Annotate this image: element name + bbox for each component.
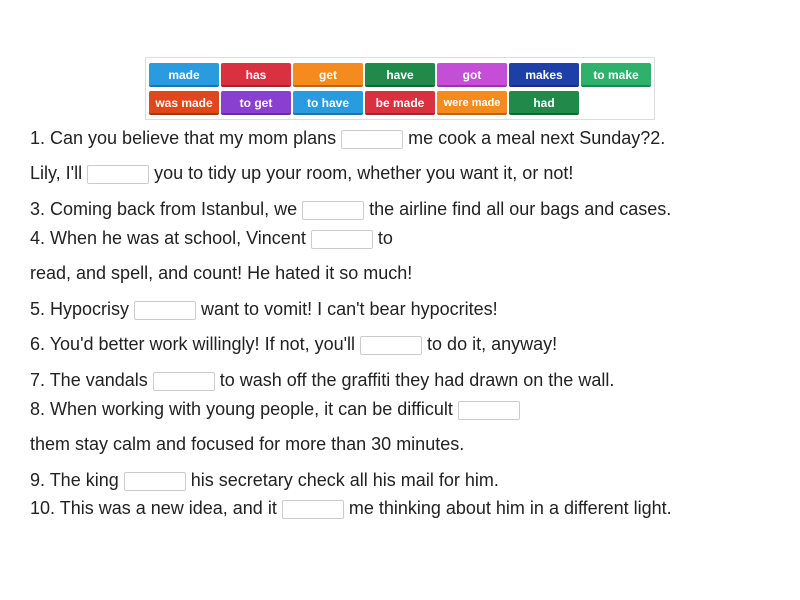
sentence-text: 7. The vandals xyxy=(30,370,148,390)
answer-slot-10[interactable] xyxy=(282,500,344,519)
answer-slot-6[interactable] xyxy=(360,336,422,355)
sentence-line-1 xyxy=(30,127,665,149)
sentence-line-3 xyxy=(30,198,671,220)
sentence-text: 3. Coming back from Istanbul, we xyxy=(30,199,298,219)
answer-slot-2[interactable] xyxy=(87,165,149,184)
word-tile-has[interactable]: has xyxy=(221,63,291,87)
sentence-text: 5. Hypocrisy xyxy=(30,299,130,319)
sentence-line-8 xyxy=(30,369,614,391)
word-tile-to-make[interactable]: to make xyxy=(581,63,651,87)
answer-slot-9[interactable] xyxy=(124,472,186,491)
sentence-text: want to vomit! I can't bear hypocrites! xyxy=(201,299,498,319)
sentence-line-6 xyxy=(30,298,498,320)
sentence-line-4 xyxy=(30,227,393,249)
sentence-text: them stay calm and focused for more than 30 minutes. xyxy=(30,434,465,454)
sentence-text: Lily, I'll xyxy=(30,163,83,183)
sentence-line-10 xyxy=(30,433,464,455)
word-bank xyxy=(145,57,655,120)
sentence-text: 10. This was a new idea, and it xyxy=(30,498,277,518)
word-tile-had[interactable]: had xyxy=(509,91,579,115)
sentence-text: 8. When working with young people, it can be difficult xyxy=(30,399,453,419)
sentence-text: his secretary check all his mail for him. xyxy=(190,470,499,490)
sentence-text: to xyxy=(377,228,393,248)
sentence-text: the airline find all our bags and cases. xyxy=(369,199,672,219)
word-tile-be-made[interactable]: be made xyxy=(365,91,435,115)
sentence-line-7 xyxy=(30,333,557,355)
word-tile-to-have[interactable]: to have xyxy=(293,91,363,115)
answer-slot-4[interactable] xyxy=(311,230,373,249)
sentence-text: 4. When he was at school, Vincent xyxy=(30,228,306,248)
sentence-line-9 xyxy=(30,398,525,420)
word-tile-makes[interactable]: makes xyxy=(509,63,579,87)
sentence-text: to wash off the graffiti they had drawn on the wall. xyxy=(219,370,615,390)
answer-slot-5[interactable] xyxy=(134,301,196,320)
sentence-line-2 xyxy=(30,162,573,184)
word-tile-got[interactable]: got xyxy=(437,63,507,87)
sentence-text: read, and spell, and count! He hated it so much! xyxy=(30,263,413,283)
sentence-text: me thinking about him in a different light. xyxy=(348,498,672,518)
word-tile-to-get[interactable]: to get xyxy=(221,91,291,115)
word-tile-get[interactable]: get xyxy=(293,63,363,87)
sentence-text: 9. The king xyxy=(30,470,119,490)
sentence-text: 6. You'd better work willingly! If not, you'll xyxy=(30,334,356,354)
answer-slot-7[interactable] xyxy=(153,372,215,391)
sentence-text: me cook a meal next Sunday?2. xyxy=(408,128,666,148)
sentence-text: you to tidy up your room, whether you want it, or not! xyxy=(154,163,574,183)
word-tile-was-made[interactable]: was made xyxy=(149,91,219,115)
answer-slot-8[interactable] xyxy=(458,401,520,420)
word-tile-were-made[interactable]: were made xyxy=(437,91,507,115)
sentence-text: 1. Can you believe that my mom plans xyxy=(30,128,337,148)
sentence-line-11 xyxy=(30,469,499,491)
sentence-line-12 xyxy=(30,497,672,519)
answer-slot-3[interactable] xyxy=(302,201,364,220)
sentence-text: to do it, anyway! xyxy=(427,334,558,354)
word-tile-made[interactable]: made xyxy=(149,63,219,87)
sentence-line-5 xyxy=(30,262,412,284)
word-tile-have[interactable]: have xyxy=(365,63,435,87)
answer-slot-1[interactable] xyxy=(341,130,403,149)
